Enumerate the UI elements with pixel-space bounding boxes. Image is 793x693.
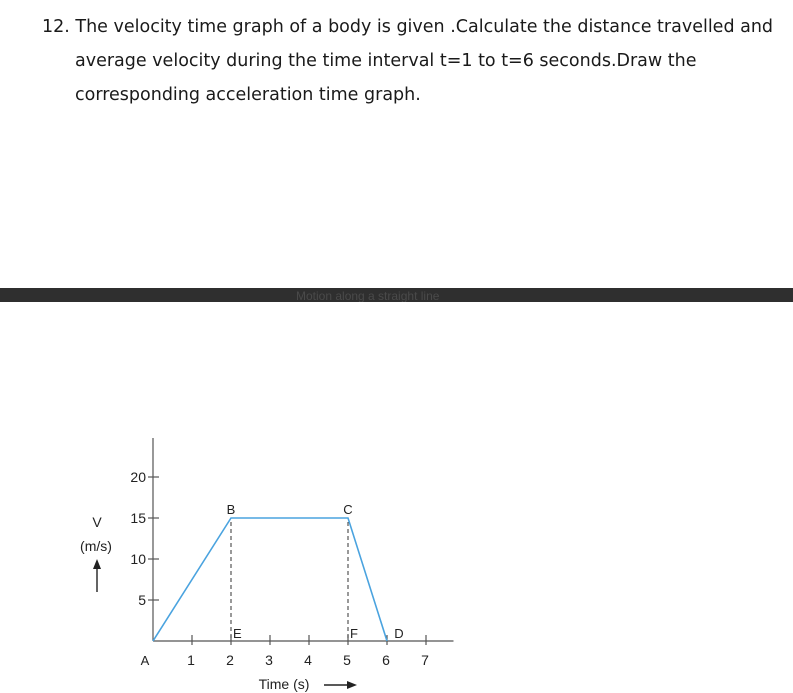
x-axis-title: Time (s) bbox=[258, 676, 310, 692]
velocity-series-line bbox=[153, 518, 387, 641]
graph-dropdown-lines bbox=[231, 522, 348, 641]
x-tick-label-5: 5 bbox=[343, 652, 351, 668]
y-tick-label-15: 15 bbox=[130, 510, 146, 526]
x-tick-label-3: 3 bbox=[265, 652, 273, 668]
point-label-f: F bbox=[350, 626, 358, 641]
point-label-c: C bbox=[343, 502, 353, 517]
x-tick-label-4: 4 bbox=[304, 652, 312, 668]
y-tick-label-10: 10 bbox=[130, 551, 146, 567]
x-axis-arrow-icon bbox=[324, 681, 357, 689]
x-tick-label-2: 2 bbox=[226, 652, 234, 668]
point-label-d: D bbox=[394, 626, 404, 641]
question-line-1: 12. The velocity time graph of a body is given .Calculate the distance travelled and bbox=[42, 17, 774, 37]
graph-series bbox=[153, 518, 387, 641]
point-label-a: A bbox=[140, 653, 150, 668]
chapter-banner-text: Motion along a straight line bbox=[296, 289, 440, 302]
x-tick-label-6: 6 bbox=[382, 652, 390, 668]
graph-axis-titles bbox=[80, 514, 357, 692]
point-label-b: B bbox=[226, 502, 236, 517]
y-axis-symbol: V bbox=[92, 514, 102, 530]
question-line-2: average velocity during the time interval t=1 to t=6 seconds.Draw the bbox=[75, 51, 697, 71]
graph-labels bbox=[141, 502, 404, 668]
y-tick-label-5: 5 bbox=[138, 592, 146, 608]
graph-axes bbox=[153, 438, 454, 641]
point-label-e: E bbox=[233, 626, 242, 641]
y-axis-unit: (m/s) bbox=[80, 538, 112, 554]
x-tick-label-7: 7 bbox=[421, 652, 429, 668]
y-tick-label-20: 20 bbox=[130, 469, 146, 485]
question-line-3: corresponding acceleration time graph. bbox=[75, 85, 421, 105]
y-axis-arrow-icon bbox=[93, 559, 101, 592]
x-tick-label-1: 1 bbox=[187, 652, 195, 668]
graph-ticks bbox=[130, 469, 429, 668]
